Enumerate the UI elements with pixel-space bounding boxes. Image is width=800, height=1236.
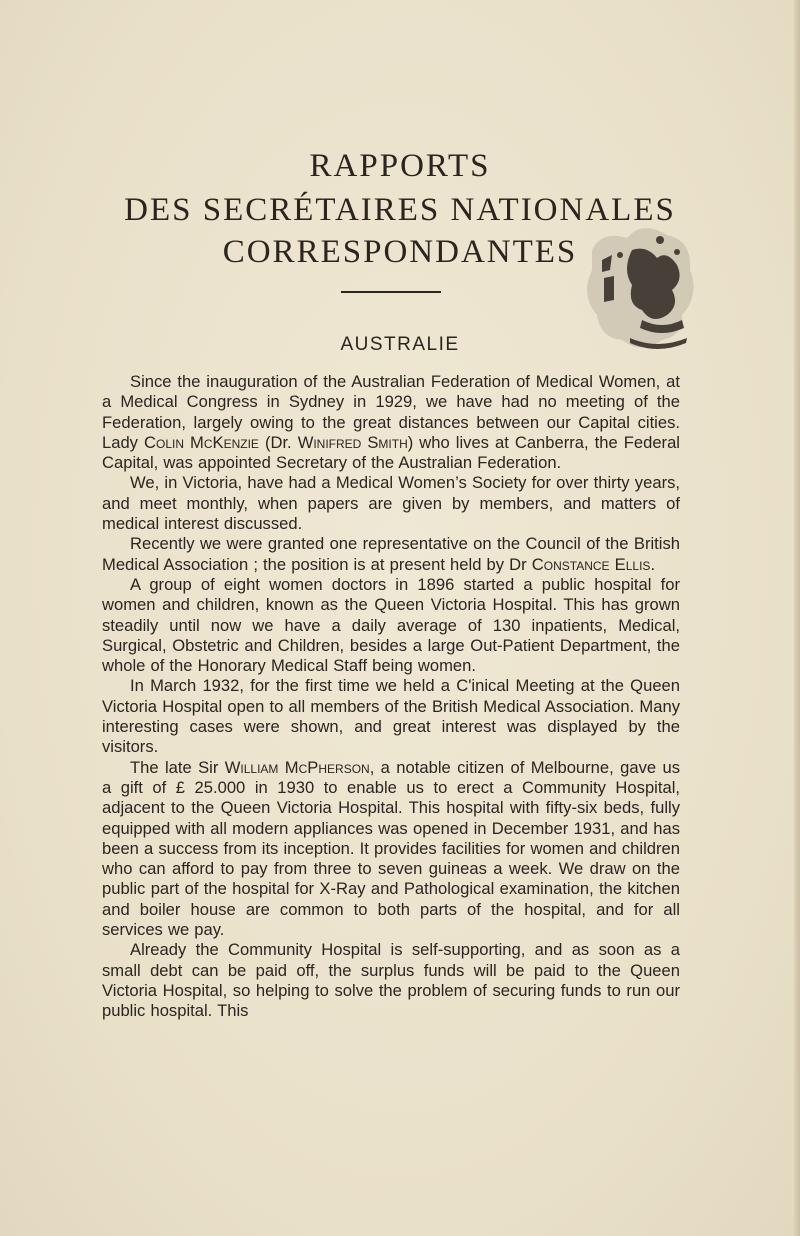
- paragraph-5: In March 1932, for the first time we held a C'inical Meeting at the Queen Victoria Hospital open to all members of the British Medical Association. Many interesting cases were shown, and great interest was displayed by the visitors.: [102, 676, 680, 757]
- paragraph-6: The late Sir William McPherson, a notable citizen of Melbourne, gave us a gift of £ 25.000 in 1930 to enable us to erect a Community Hospital, adjacent to the Queen Victoria Hospital. This hospital with fifty-six beds, fully equipped with all modern appliances was opened in December 1931, and has been a success from its inception. It provides facilities for women and children who can afford to pay from three to seven guineas a week. We draw on the public part of the hospital for X-Ray and Pathological examination, the kitchen and boiler house are common to both parts of the hospital, and for all services we pay.: [102, 757, 680, 940]
- heading-line-3: CORRESPONDANTES: [222, 234, 578, 270]
- paragraph-1: Since the inauguration of the Australian Federation of Medical Women, at a Medical Congress in Sydney in 1929, we have had no meeting of the Federation, largely owing to the great distances between our Capital cities. Lady Colin McKenzie (Dr. Winifred Smith) who lives at Canberra, the Federal Capital, was appointed Secretary of the Australian Federation.: [102, 372, 680, 473]
- body-text: [102, 372, 680, 1022]
- person-name: Winifred Smith: [297, 432, 408, 452]
- paragraph-4: A group of eight women doctors in 1896 started a public hospital for women and children, known as the Queen Victoria Hospital. This has grown steadily until now we have a daily average of 130 inpatients, Medical, Surgical, Obstetric and Children, besides a large Out-Patient Department, the whole of the Honorary Medical Staff being women.: [102, 574, 680, 676]
- section-title: AUSTRALIE: [340, 334, 460, 355]
- person-name: William McPherson: [224, 757, 370, 777]
- paragraph-7: Already the Community Hospital is self-supporting, and as soon as a small debt can be paid off, the surplus funds will be paid to the Queen Victoria Hospital, so helping to solve the problem of securing funds to run our public hospital. This: [102, 940, 680, 1021]
- paragraph-2: We, in Victoria, have had a Medical Women’s Society for over thirty years, and meet monthly, when papers are given by members, and matters of medical interest discussed.: [102, 473, 680, 534]
- paragraph-3: Recently we were granted one representative on the Council of the British Medical Association ; the position is at present held by Dr Constance Ellis.: [102, 534, 680, 574]
- heading-line-1: RAPPORTS: [309, 148, 491, 184]
- person-name: Constance Ellis: [531, 554, 651, 574]
- heading-rule: [341, 291, 441, 293]
- heading-line-2: DES SECRÉTAIRES NATIONALES: [124, 192, 676, 228]
- person-name: Colin McKenzie: [144, 432, 259, 452]
